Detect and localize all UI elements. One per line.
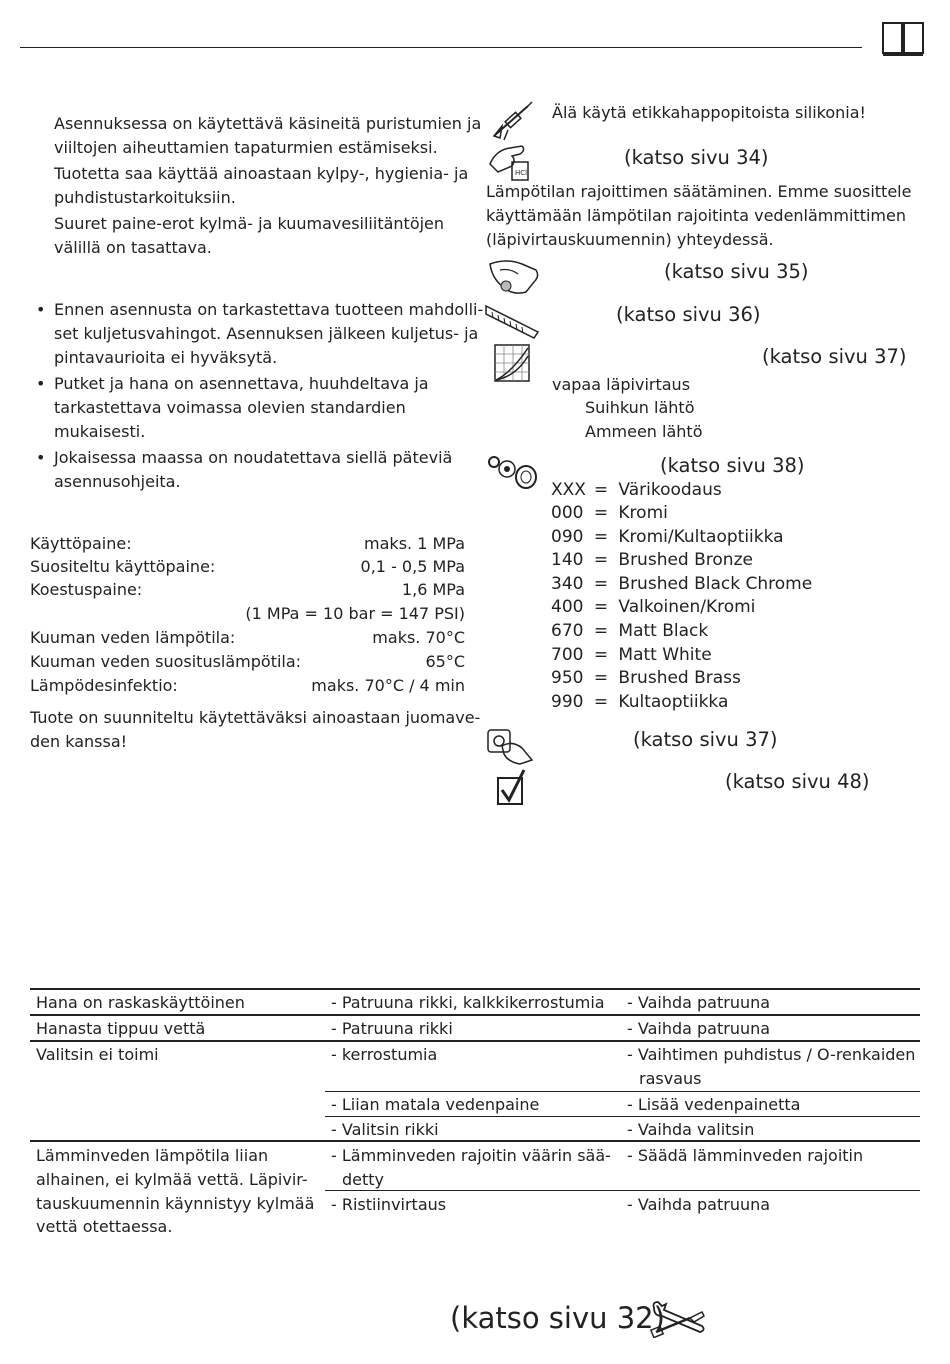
bullet-1-line-3: pintavaurioita ei hyväksytä. (54, 348, 278, 367)
equals-sign: = (593, 645, 609, 665)
table-rule (325, 1091, 920, 1092)
limiter-line-3: (läpivirtauskuumennin) yhteydessä. (486, 230, 774, 249)
color-name: Värikoodaus (618, 480, 722, 500)
bullet-1-line-1: Ennen asennusta on tarkastettava tuotteen mahdolli- (54, 300, 484, 319)
safety-line-1: Asennuksessa on käytettävä käsineitä puristumien ja (54, 114, 482, 133)
tech-value: (1 MPa = 10 bar = 147 PSI) (245, 604, 465, 623)
spare-parts-icon (486, 452, 542, 492)
tech-value: maks. 70°C / 4 min (311, 676, 465, 695)
color-name: Kromi/Kultaoptiikka (618, 527, 784, 547)
color-code-row (551, 549, 753, 573)
cause-cartridge-broken: - Patruuna rikki (331, 1019, 453, 1038)
color-code: 670 (551, 621, 584, 641)
cleaning-hand-icon (486, 142, 532, 182)
tech-row-recommended-pressure (30, 555, 465, 579)
cause-selector-broken: - Valitsin rikki (331, 1120, 439, 1139)
tech-label: Kuuman veden lämpötila: (30, 628, 236, 647)
book-icon (881, 21, 925, 57)
ref-page-36[interactable]: (katso sivu 36) (616, 303, 761, 326)
table-rule (30, 1014, 920, 1016)
ref-page-34[interactable]: (katso sivu 34) (624, 146, 769, 169)
operation-hand-icon (486, 726, 536, 766)
ref-page-35[interactable]: (katso sivu 35) (664, 260, 809, 283)
tech-row-recommended-temp (30, 650, 465, 674)
tech-label: Käyttöpaine: (30, 534, 132, 553)
remedy-replace-selector: - Vaihda valitsin (627, 1120, 755, 1139)
bullet-3-line-2: asennusohjeita. (54, 472, 181, 491)
remedy-clean-diverter-cont: rasvaus (639, 1069, 702, 1088)
silicone-gun-icon (488, 100, 534, 142)
color-code-row (551, 479, 722, 503)
color-code: 140 (551, 550, 584, 570)
safety-line-2: viiltojen aiheuttamien tapaturmien estämiseksi. (54, 138, 438, 157)
bullet-2-line-2: tarkastettava voimassa olevien standardien (54, 398, 406, 417)
tech-value: maks. 1 MPa (364, 534, 465, 553)
color-name: Brushed Brass (618, 668, 741, 688)
cause-limiter-wrong: - Lämminveden rajoitin väärin sää- (331, 1146, 611, 1165)
ref-page-48[interactable]: (katso sivu 48) (725, 770, 870, 793)
color-code-row (551, 526, 784, 550)
ruler-icon (484, 302, 540, 340)
tech-note-line-2: den kanssa! (30, 732, 128, 751)
remedy-replace-cartridge: - Vaihda patruuna (627, 1195, 771, 1214)
remedy-adjust-limiter: - Säädä lämminveden rajoitin (627, 1146, 864, 1165)
problem-hot-water-line-2: alhainen, ei kylmää vettä. Läpivir- (36, 1170, 308, 1189)
table-rule (30, 1040, 920, 1042)
bullet-dot: • (36, 374, 46, 393)
tech-label: Lämpödesinfektio: (30, 676, 178, 695)
color-code-row (551, 644, 712, 668)
tech-row-conversion (30, 602, 465, 626)
flow-shower: Suihkun lähtö (585, 398, 695, 417)
bullet-dot: • (36, 300, 46, 319)
equals-sign: = (593, 668, 609, 688)
bullet-1-line-2: set kuljetusvahingot. Asennuksen jälkeen kuljetus- ja (54, 324, 479, 343)
color-name: Kromi (618, 503, 668, 523)
color-code-row (551, 573, 812, 597)
problem-hot-water-line-3: tauskuumennin käynnistyy kylmää (36, 1194, 315, 1213)
equals-sign: = (593, 574, 609, 594)
limiter-line-1: Lämpötilan rajoittimen säätäminen. Emme suosittele (486, 182, 912, 201)
tech-value: 0,1 - 0,5 MPa (360, 557, 465, 576)
safety-line-4: puhdistustarkoituksiin. (54, 188, 236, 207)
flow-chart-icon (494, 344, 530, 382)
ref-page-32[interactable]: (katso sivu 32) (450, 1301, 665, 1335)
color-name: Brushed Bronze (618, 550, 753, 570)
ref-page-38[interactable]: (katso sivu 38) (660, 454, 805, 477)
remedy-clean-diverter: - Vaihtimen puhdistus / O-renkaiden (627, 1045, 916, 1064)
svg-text:HCl: HCl (515, 169, 528, 177)
equals-sign: = (593, 621, 609, 641)
tech-note-line-1: Tuote on suunniteltu käytettäväksi ainoastaan juomave- (30, 708, 481, 727)
cause-limiter-wrong-cont: detty (342, 1170, 385, 1189)
color-code: 090 (551, 527, 584, 547)
color-name: Brushed Black Chrome (618, 574, 813, 594)
color-name: Valkoinen/Kromi (618, 597, 756, 617)
checkbox-icon (496, 768, 528, 806)
table-rule (30, 1140, 920, 1142)
header-rule (20, 47, 862, 48)
tech-row-operating-pressure (30, 532, 465, 556)
tech-row-thermal-disinfection (30, 674, 465, 698)
ref-page-37-operation[interactable]: (katso sivu 37) (633, 728, 778, 751)
color-code-row (551, 596, 755, 620)
ref-page-37-flow[interactable]: (katso sivu 37) (762, 345, 907, 368)
tech-value: 65°C (425, 652, 465, 671)
hand-adjust-icon (486, 254, 542, 298)
tech-label: Suositeltu käyttöpaine: (30, 557, 216, 576)
safety-line-3: Tuotetta saa käyttää ainoastaan kylpy-, hygienia- ja (54, 164, 469, 183)
tech-label: Kuuman veden suosituslämpötila: (30, 652, 302, 671)
table-top-rule (30, 988, 920, 990)
tech-value: 1,6 MPa (401, 580, 465, 599)
tech-row-hot-water-temp (30, 626, 465, 650)
safety-line-5: Suuret paine-erot kylmä- ja kuumavesiliitäntöjen (54, 214, 445, 233)
cause-deposits: - kerrostumia (331, 1045, 438, 1064)
equals-sign: = (593, 550, 609, 570)
color-code: 700 (551, 645, 584, 665)
equals-sign: = (593, 527, 609, 547)
cause-low-pressure: - Liian matala vedenpaine (331, 1095, 540, 1114)
wrench-screwdriver-icon (650, 1300, 706, 1338)
tech-label: Koestuspaine: (30, 580, 143, 599)
limiter-line-2: käyttämään lämpötilan rajoitinta vedenlämmittimen (486, 206, 906, 225)
flow-free: vapaa läpivirtaus (552, 375, 691, 394)
color-name: Matt White (618, 645, 712, 665)
bullet-dot: • (36, 448, 46, 467)
safety-line-6: välillä on tasattava. (54, 238, 212, 257)
table-rule (325, 1190, 920, 1191)
table-rule (325, 1116, 920, 1117)
color-code: 400 (551, 597, 584, 617)
cause-cartridge-limescale: - Patruuna rikki, kalkkikerrostumia (331, 993, 605, 1012)
silicone-warning: Älä käytä etikkahappopitoista silikonia! (552, 103, 866, 122)
remedy-increase-pressure: - Lisää vedenpainetta (627, 1095, 801, 1114)
color-code-row (551, 502, 668, 526)
problem-hot-water-line-4: vettä otettaessa. (36, 1217, 173, 1236)
equals-sign: = (593, 480, 609, 500)
bullet-2-line-3: mukaisesti. (54, 422, 146, 441)
tech-row-test-pressure (30, 578, 465, 602)
equals-sign: = (593, 597, 609, 617)
color-name: Kultaoptiikka (618, 692, 729, 712)
cause-crossflow: - Ristiinvirtaus (331, 1195, 447, 1214)
equals-sign: = (593, 503, 609, 523)
problem-selector: Valitsin ei toimi (36, 1045, 159, 1064)
color-code: 950 (551, 668, 584, 688)
color-name: Matt Black (618, 621, 709, 641)
color-code: 340 (551, 574, 584, 594)
color-code: 990 (551, 692, 584, 712)
remedy-replace-cartridge: - Vaihda patruuna (627, 1019, 771, 1038)
equals-sign: = (593, 692, 609, 712)
color-code-row (551, 620, 708, 644)
tech-value: maks. 70°C (372, 628, 465, 647)
problem-stiff: Hana on raskaskäyttöinen (36, 993, 245, 1012)
problem-dripping: Hanasta tippuu vettä (36, 1019, 206, 1038)
problem-hot-water-line-1: Lämminveden lämpötila liian (36, 1146, 269, 1165)
color-code: XXX (551, 480, 586, 500)
bullet-3-line-1: Jokaisessa maassa on noudatettava siellä päteviä (54, 448, 453, 467)
bullet-2-line-1: Putket ja hana on asennettava, huuhdeltava ja (54, 374, 429, 393)
flow-bath: Ammeen lähtö (585, 422, 703, 441)
color-code: 000 (551, 503, 584, 523)
remedy-replace-cartridge: - Vaihda patruuna (627, 993, 771, 1012)
color-code-row (551, 667, 741, 691)
color-code-row (551, 691, 728, 715)
